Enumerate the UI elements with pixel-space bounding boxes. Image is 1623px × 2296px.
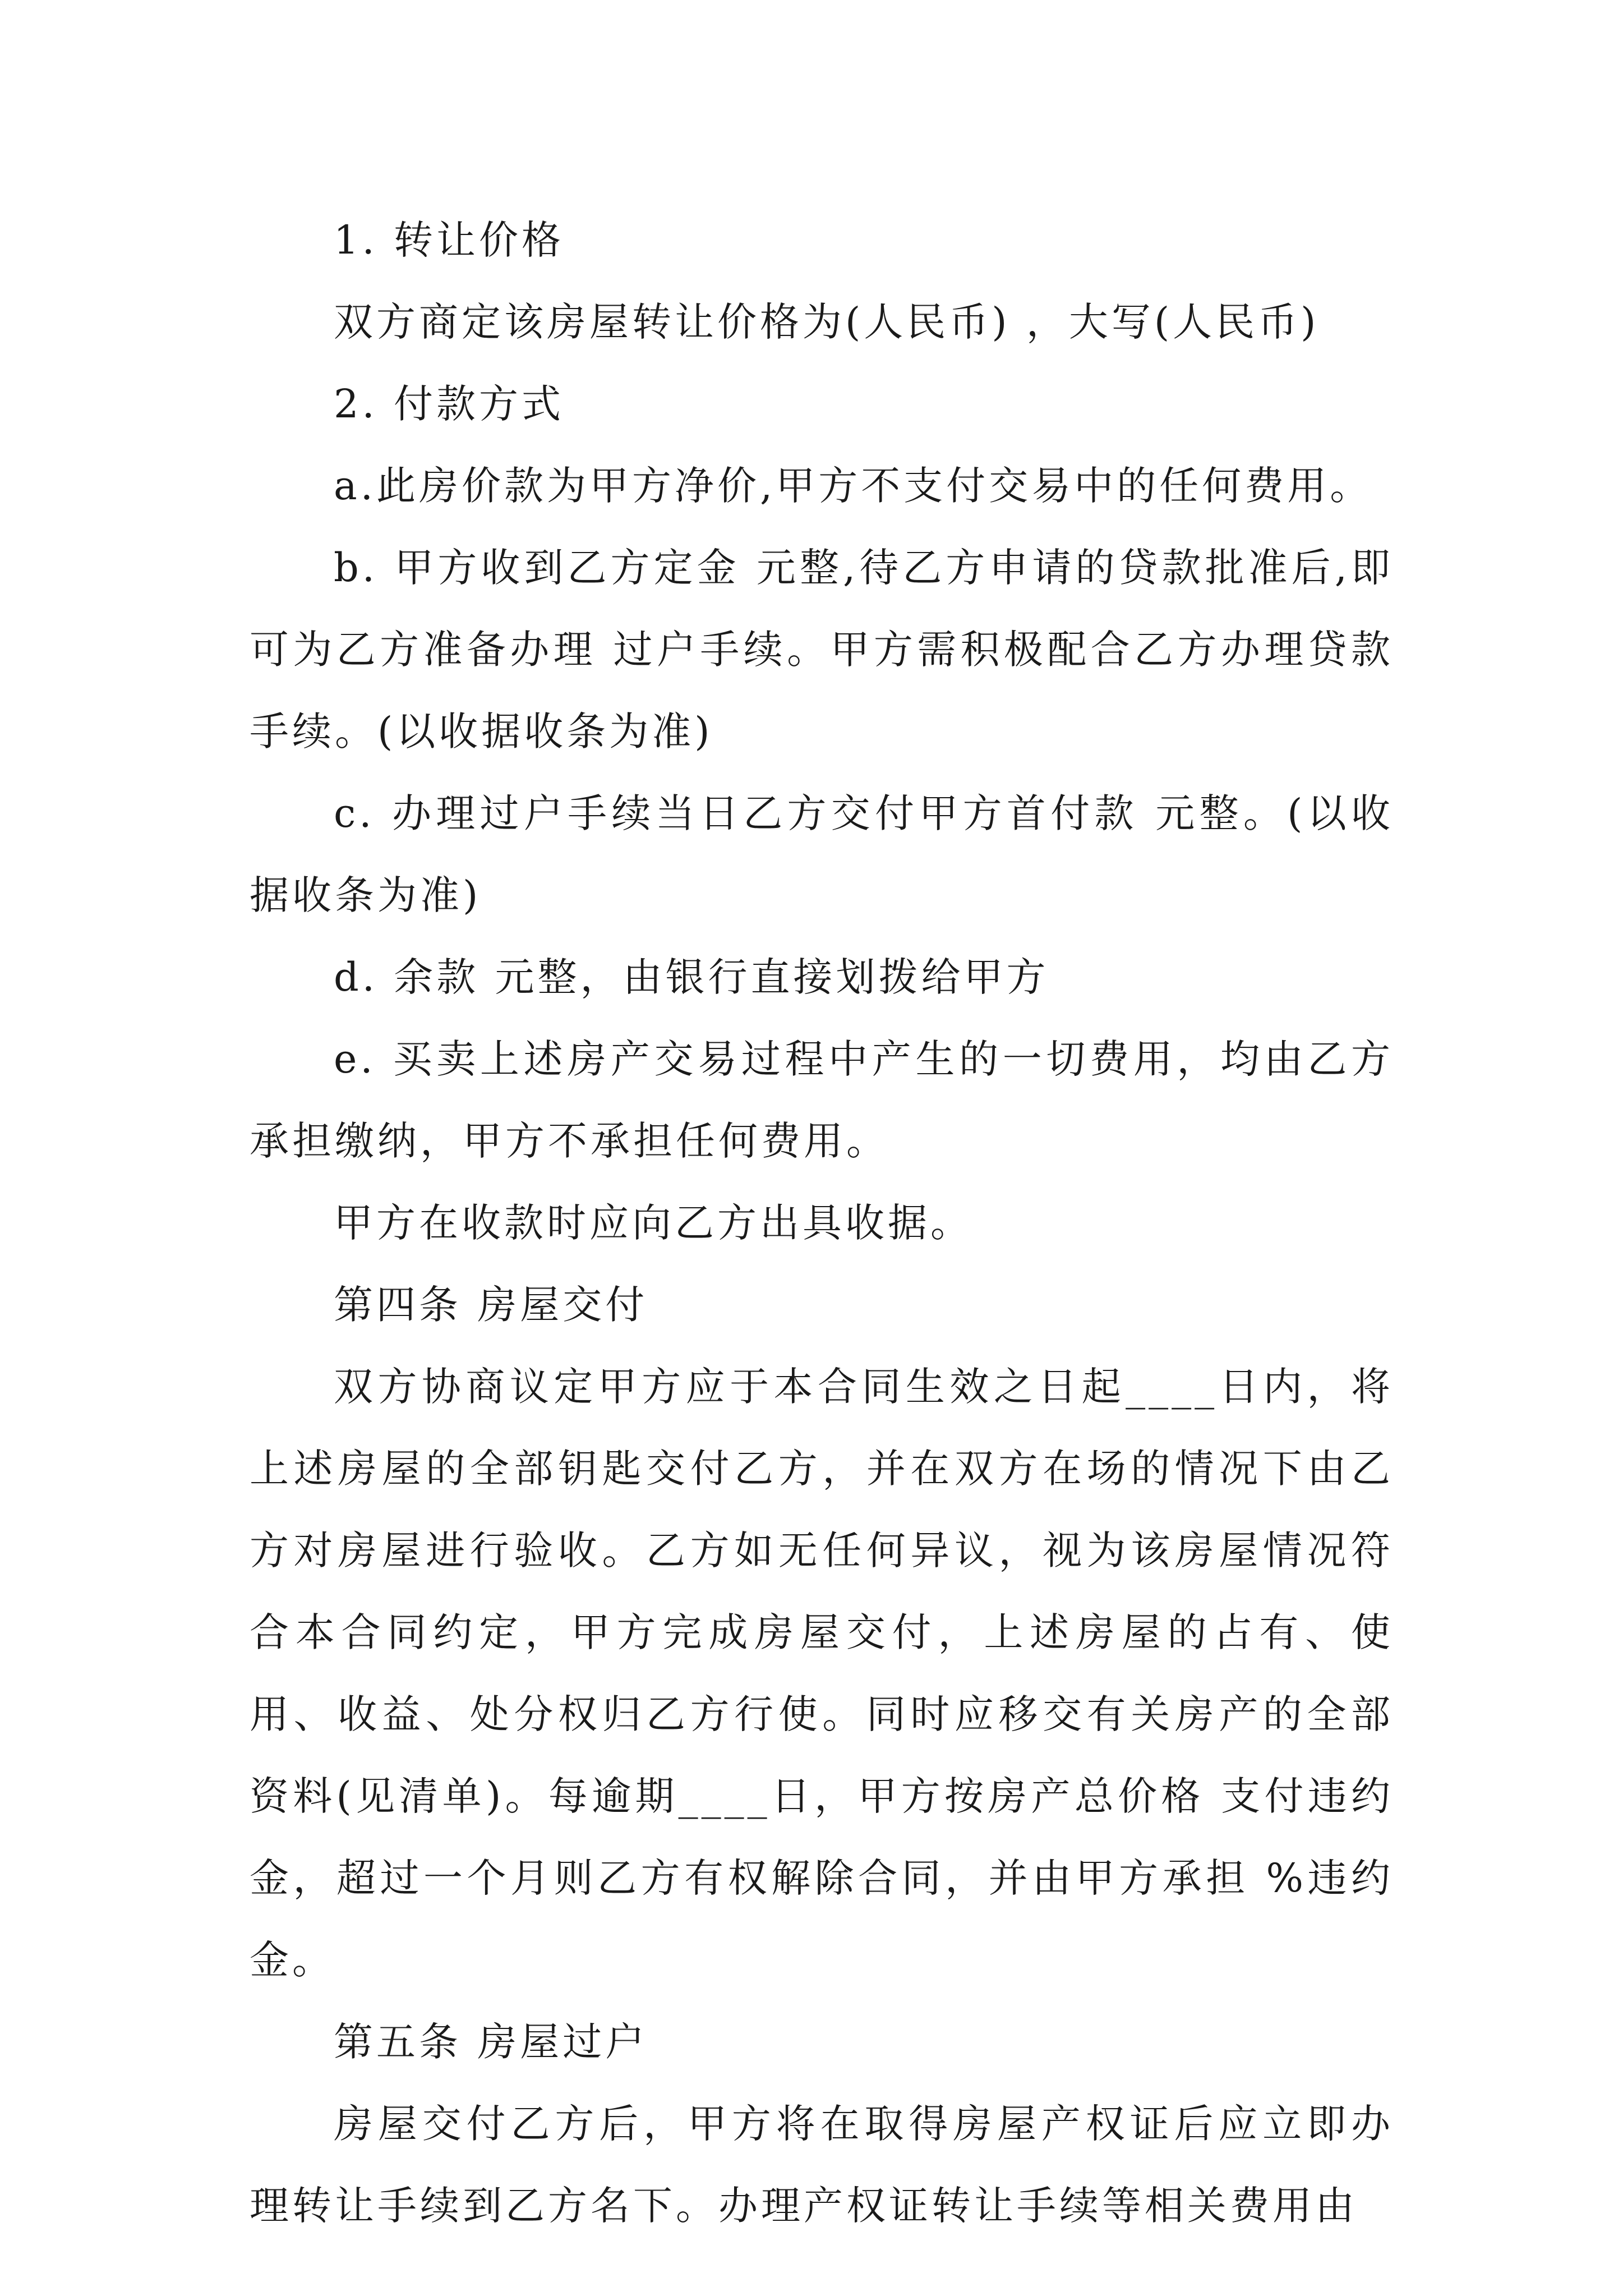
price-statement: 双方商定该房屋转让价格为(人民币) ，大写(人民币): [334, 299, 1320, 345]
receipt-statement: 甲方在收款时应向乙方出具收据。: [334, 1200, 973, 1246]
article-4-heading: 第四条 房屋交付: [334, 1282, 648, 1328]
payment-item-b: b. 甲方收到乙方定金 元整,待乙方申请的贷款批准后,即可为乙方准备办理 过户手续。甲方需积极配合乙方办理贷款手续。(以收据收条为准): [250, 545, 1394, 754]
article-5-heading: 第五条 房屋过户: [334, 2019, 648, 2065]
payment-item-d: d. 余款 元整，由银行直接划拨给甲方: [334, 954, 1049, 1000]
article-5-body: 房屋交付乙方后，甲方将在取得房屋产权证后应立即办理转让手续到乙方名下。办理产权证转让手续等相关费用由: [250, 2101, 1394, 2229]
document-body: [250, 199, 1394, 2247]
clause-heading-price: 1. 转让价格: [334, 217, 565, 263]
payment-item-a: a.此房价款为甲方净价,甲方不支付交易中的任何费用。: [334, 463, 1373, 509]
payment-item-e: e. 买卖上述房产交易过程中产生的一切费用，均由乙方承担缴纳，甲方不承担任何费用。: [250, 1036, 1394, 1164]
article-4-body: 双方协商议定甲方应于本合同生效之日起____日内，将上述房屋的全部钥匙交付乙方，并在双方在场的情况下由乙方对房屋进行验收。乙方如无任何异议，视为该房屋情况符合本合同约定，甲方完成房屋交付，上述房屋的占有、使用、收益、处分权归乙方行使。同时应移交有关房产的全部资料(见清单)。每逾期____日，甲方按房产总价格 支付违约金，超过一个月则乙方有权解除合同，并由甲方承担 %违约金。: [250, 1364, 1394, 1983]
payment-item-c: c. 办理过户手续当日乙方交付甲方首付款 元整。(以收据收条为准): [250, 790, 1394, 918]
clause-heading-payment: 2. 付款方式: [334, 381, 565, 427]
